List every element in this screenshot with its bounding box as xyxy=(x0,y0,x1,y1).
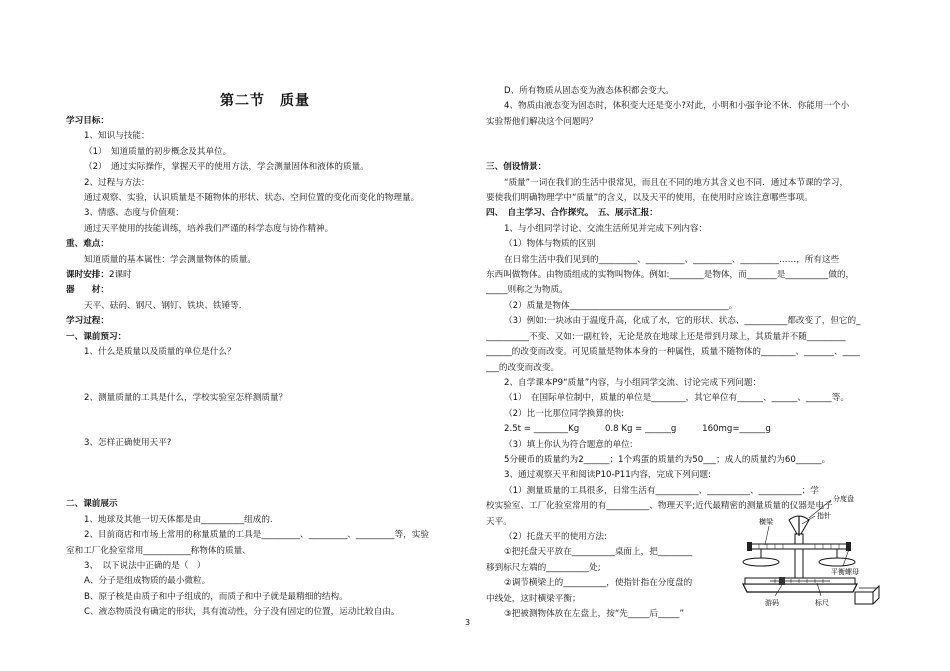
option-line: D、所有物质从固态变为液态体积都会变大。 xyxy=(504,86,674,96)
heading-process: 学习过程： xyxy=(66,316,109,327)
text-line: 校实验室、工厂化验室常用的有__________、物理天平;近代最精密的测量质量的仪器是电子 xyxy=(486,501,833,512)
question-line: 3、怎样正确使用天平? xyxy=(84,437,172,448)
text-line: 1、与小组同学讨论、交流生活所见并完成下列内容： xyxy=(504,223,708,234)
text-line: （1） 在国际单位制中，质量的单位是________，其它单位有______、______、______等。 xyxy=(504,393,849,404)
text-line: 2、自学课本P9“质量”内容，与小组同学交流、讨论完成下列问题： xyxy=(504,377,762,388)
label-dial: 分度盘 xyxy=(833,495,854,503)
text-line: （3）例如:一块冰由于温度升高，化成了水，它的形状、状态、__________都改变了，但它的_ xyxy=(504,316,861,327)
left-column xyxy=(66,84,464,621)
text-line: 2、目前商店和市场上常用的称量质量的工具是_________、_________、_________等，实验 xyxy=(84,530,429,541)
heading-scenario: 三、创设情景： xyxy=(486,162,547,173)
text-line: ______的改变而改变。可见质量是物体本身的一种属性，质量不随物体的________、_______、____ xyxy=(486,347,860,358)
text-line: 3、通过观察天平和阅读P10-P11内容，完成下列问题: xyxy=(504,470,711,481)
heading-presentation: 二、课前展示 xyxy=(66,499,118,510)
label-pointer: 指针 xyxy=(817,512,831,520)
text-line: 移到标尺左端的__________处; xyxy=(486,562,601,573)
heading-keypoints: 重、难点： xyxy=(66,239,109,250)
option-line: B、原子核是由质子和中子组成的，而质子和中子就是最精细的结构。 xyxy=(84,591,348,602)
text-line: （3）填上你认为符合题意的单位: xyxy=(504,439,633,450)
text-line: 室和工厂化验室常用___________称物体的质量、 xyxy=(66,545,251,556)
text-line: 中线处，这时横梁平衡； xyxy=(486,593,581,604)
text-line: 通过天平使用的技能训练，培养我们严谨的科学态度与协作精神。 xyxy=(84,223,334,234)
label-scale: 标尺 xyxy=(815,599,829,607)
text-line: ③把被测物体放在左盘上，按“先_____后_____” xyxy=(504,609,684,619)
page-title: 第二节 质量 xyxy=(220,93,310,109)
text-line: （2）质量是物体_____________________________________。 xyxy=(504,300,738,311)
balance-illustration xyxy=(735,492,885,610)
heading-preview: 一、课前预习： xyxy=(66,331,127,342)
text-line: （1） 知道质量的初步概念及其单位。 xyxy=(84,146,232,157)
question-line: 2、测量质量的工具是什么，学校实验室怎样测质量？ xyxy=(84,392,288,403)
text-line: ___的改变而改变。 xyxy=(486,362,560,373)
schedule-value: 2课时 xyxy=(108,270,132,281)
text-line: 要使我们明确物理学中“质量”的含义，以及天平的使用，在使用时应该注意哪些事项。 xyxy=(486,193,813,204)
heading-schedule: 课时安排： xyxy=(66,270,109,281)
text-line: __________不变、又如:一副杠铃，无论是放在地球上还是带到月球上，其质量并不随_________ xyxy=(486,331,846,342)
balance-diagram xyxy=(735,492,885,610)
label-rider: 游码 xyxy=(765,599,779,607)
text-line: “质量”一词在我们的生活中很常见，而且在不同的地方其含义也不同．通过本节课的学习， xyxy=(504,177,849,188)
text-line: 实验帮他们解决这个问题吗？ xyxy=(486,116,598,127)
text-line: （2） 通过实际操作，掌握天平的使用方法，学会测量固体和液体的质量。 xyxy=(84,162,369,173)
text-line: _____则称之为物质。 xyxy=(486,285,568,296)
text-line: 1、知识与技能： xyxy=(84,131,150,142)
text-line: （2）比一比那位同学换算的快: xyxy=(504,408,625,419)
text-line: 5分硬币的质量约为2______；1个鸡蛋的质量约为50___；成人的质量约为60______。 xyxy=(504,454,831,465)
text-line: 1、地球及其他一切天体都是由__________组成的. xyxy=(84,514,273,525)
text-line: 在日常生活中我们见到的_________、_________、_________、_________……，所有这些 xyxy=(504,254,840,265)
text-line: （2）托盘天平的使用方法: xyxy=(504,531,607,542)
heading-materials: 器 材： xyxy=(66,285,109,296)
text-line: （1）测量质量的工具很多，日常生活有__________、__________、__________；学 xyxy=(504,485,819,496)
page-number: 3 xyxy=(465,618,471,627)
text-line: 4、物质由液态变为固态时，体积变大还是变小?对此，小明和小强争论不休．你能用一个小 xyxy=(504,101,850,112)
text-line: 东西叫做物体。由物质组成的实物叫物体。例如:________是物体，而_______是__________做的， xyxy=(486,270,855,281)
text-line: 天平、砝码、钢尺、钢钉、铁块、铁锤等. xyxy=(84,300,242,311)
text-line: 通过观察、实验，认识质量是不随物体的形状、状态、空间位置的变化而变化的物理量。 xyxy=(84,193,420,204)
heading-goals: 学习目标： xyxy=(66,116,109,126)
option-line: C、液态物质没有确定的形状，具有流动性，分子没有固定的位置，运动比较自由。 xyxy=(84,607,400,618)
text-line: （1）物体与物质的区别 xyxy=(504,239,596,250)
text-line: ②调节横梁上的__________，使指针指在分度盘的 xyxy=(504,578,693,589)
option-line: A、分子是组成物质的最小微粒。 xyxy=(84,576,211,587)
label-nut: 平衡螺母 xyxy=(831,568,859,576)
text-line: 3、情感、态度与价值观： xyxy=(84,208,184,219)
text-line: 3、 以下说法中正确的是（ ） xyxy=(84,560,206,571)
text-line: 知道质量的基本属性：学会测量物体的质量。 xyxy=(84,254,256,265)
text-line: 2、过程与方法： xyxy=(84,177,150,188)
question-line: 1、什么是质量以及质量的单位是什么？ xyxy=(84,347,236,358)
text-line: ①把托盘天平放在__________桌面上，把________ xyxy=(504,547,693,558)
text-line: 天平。 xyxy=(486,516,512,527)
label-beam: 横梁 xyxy=(759,518,773,526)
heading-selfstudy: 四、 自主学习、合作探究。 五、展示汇报： xyxy=(486,208,658,219)
text-line: 2.5t = ________Kg 0.8 Kg = ______g 160mg=______g xyxy=(504,424,771,435)
